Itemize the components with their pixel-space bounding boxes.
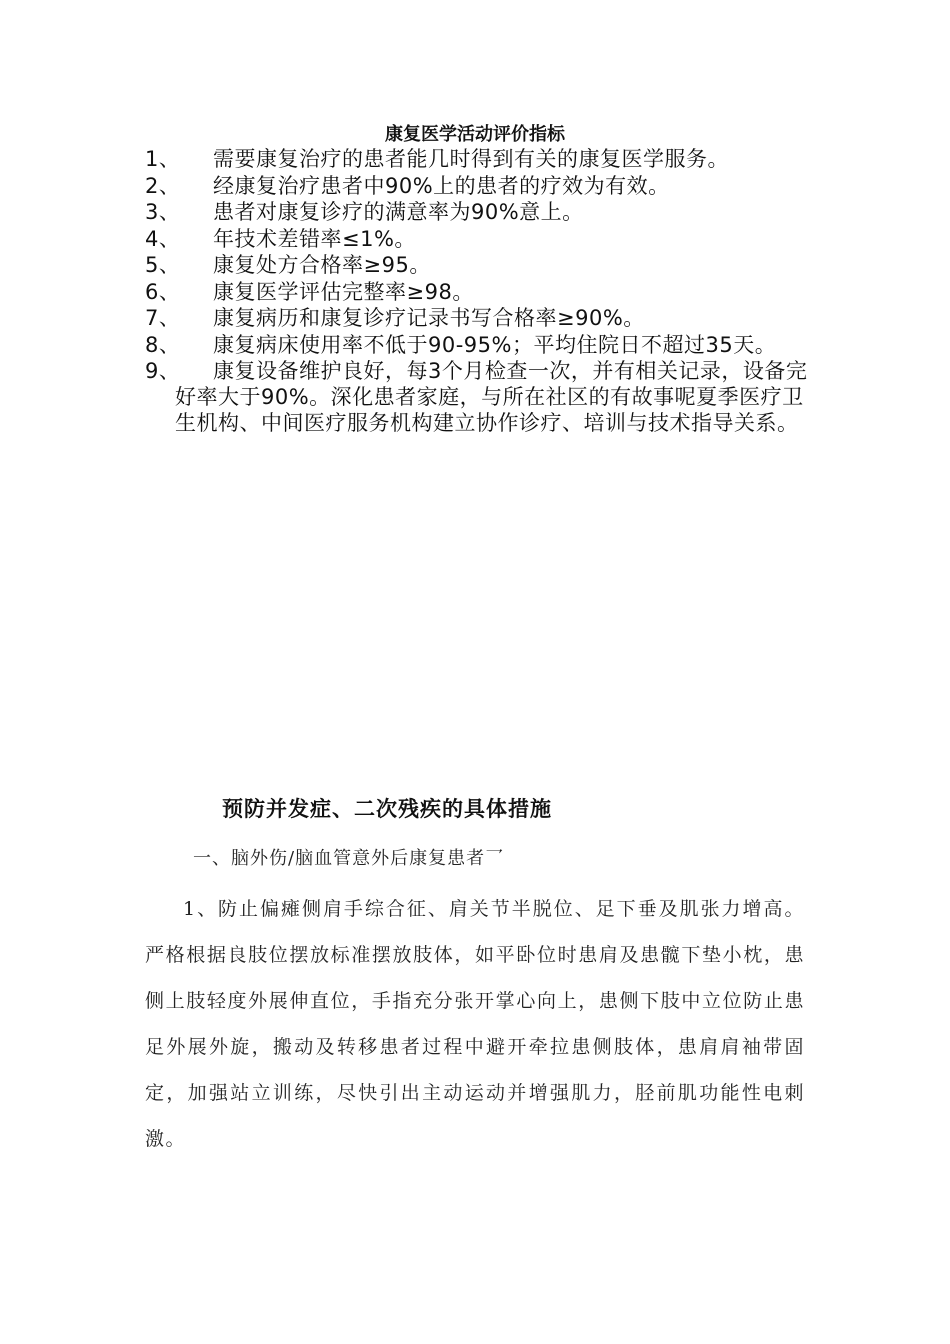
- list-item: [145, 358, 815, 436]
- list-item: [145, 226, 815, 252]
- section2-paragraph: 1、防止偏瘫侧肩手综合征、肩关节半脱位、足下垂及肌张力增高。严格根据良肢位摆放标准摆放肢体，如平卧位时患肩及患髋下垫小枕，患侧上肢轻度外展伸直位，手指充分张开掌心向上，患侧下肢中立位防止患足外展外旋，搬动及转移患者过程中避开牵拉患侧肢体，患肩肩袖带固定，加强站立训练，尽快引出主动运动并增强肌力，胫前肌功能性电刺激。: [145, 898, 805, 1150]
- list-item-number: 5、: [145, 253, 181, 277]
- list-item-text: 患者对康复诊疗的满意率为90%意上。: [213, 200, 584, 224]
- list-item: [145, 199, 815, 225]
- list-item: [145, 332, 815, 358]
- list-item-number: 8、: [145, 332, 181, 357]
- list-item-text: 需要康复治疗的患者能几时得到有关的康复医学服务。: [213, 147, 729, 171]
- list-item-text: 康复处方合格率≥95。: [213, 253, 431, 277]
- section2-subtitle: 一、脑外伤/脑血管意外后康复患者乛: [193, 848, 505, 869]
- list-item-number: 7、: [145, 306, 181, 330]
- list-item-number: 1、: [145, 147, 181, 171]
- list-item: [145, 252, 815, 278]
- section1-title: 康复医学活动评价指标: [385, 124, 565, 145]
- list-item-text: 康复病床使用率不低于90-95%；平均住院日不超过35天。: [213, 332, 777, 357]
- list-item-number: 4、: [145, 226, 181, 251]
- list-item-number: 2、: [145, 173, 181, 198]
- list-item: [145, 305, 815, 331]
- list-item-text: 年技术差错率≤1%。: [213, 226, 416, 251]
- list-item-text: 康复设备维护良好，每3个月检查一次，并有相关记录，设备完好率大于90%。深化患者家庭，与所在社区的有故事呢夏季医疗卫生机构、中间医疗服务机构建立协作诊疗、培训与技术指导关系。: [175, 359, 808, 435]
- list-item: [145, 146, 815, 172]
- list-item-text: 康复病历和康复诊疗记录书写合格率≥90%。: [213, 306, 645, 330]
- list-item-number: 6、: [145, 279, 181, 304]
- list-item: [145, 173, 815, 199]
- list-item-text: 康复医学评估完整率≥98。: [213, 279, 474, 304]
- list-item: [145, 279, 815, 305]
- list-item-text: 经康复治疗患者中90%上的患者的疗效为有效。: [213, 173, 670, 198]
- section2-title: 预防并发症、二次残疾的具体措施: [222, 796, 552, 821]
- list-item-number: 9、: [145, 359, 181, 383]
- evaluation-indicator-list: [145, 146, 815, 437]
- list-item-number: 3、: [145, 200, 181, 224]
